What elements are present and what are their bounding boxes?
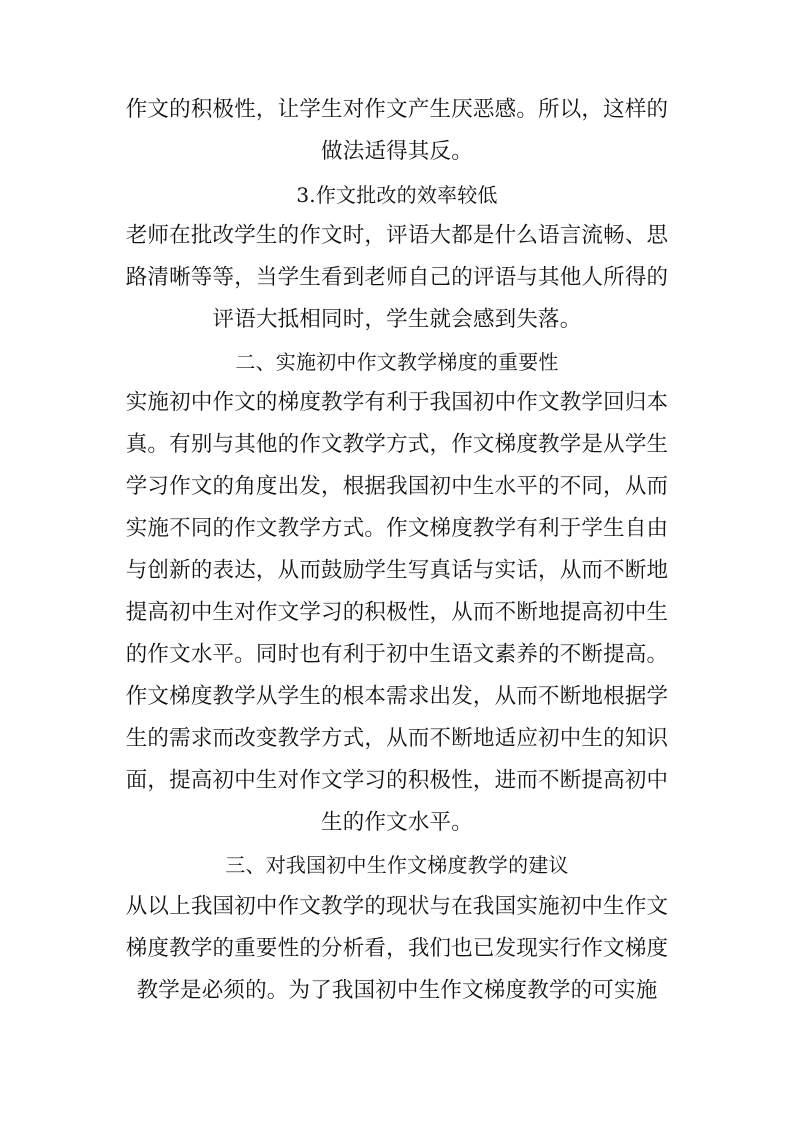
text-line-4: 老师在批改学生的作文时，评语大都是什么语言流畅、思 bbox=[125, 223, 669, 248]
text-line-21: 梯度教学的重要性的分析看，我们也已发现实行作文梯度 bbox=[125, 936, 669, 961]
section-heading-2: 二、实施初中作文教学梯度的重要性 bbox=[235, 350, 559, 374]
text-line-12: 与创新的表达，从而鼓励学生写真话与实话，从而不断地 bbox=[125, 558, 669, 583]
text-line-5: 路清晰等等，当学生看到老师自己的评语与其他人所得的 bbox=[125, 265, 669, 290]
subheading-3: 3.作文批改的效率较低 bbox=[296, 183, 498, 207]
text-line-11: 实施不同的作文教学方式。作文梯度教学有利于学生自由 bbox=[125, 516, 669, 541]
text-line-20: 从以上我国初中作文教学的现状与在我国实施初中生作文 bbox=[125, 894, 669, 919]
text-line-16: 生的需求而改变教学方式，从而不断地适应初中生的知识 bbox=[125, 726, 669, 751]
text-line-13: 提高初中生对作文学习的积极性，从而不断地提高初中生 bbox=[125, 600, 669, 625]
text-line-14: 的作文水平。同时也有利于初中生语文素养的不断提高。 bbox=[125, 642, 669, 667]
text-line-2: 做法适得其反。 bbox=[321, 139, 473, 164]
text-line-18: 生的作文水平。 bbox=[321, 810, 473, 835]
text-line-1: 作文的积极性，让学生对作文产生厌恶感。所以，这样的 bbox=[125, 97, 669, 122]
text-line-8: 实施初中作文的梯度教学有利于我国初中作文教学回归本 bbox=[125, 390, 669, 415]
section-heading-3: 三、对我国初中生作文梯度教学的建议 bbox=[225, 853, 569, 877]
text-line-22: 教学是必须的。为了我国初中生作文梯度教学的可实施 bbox=[136, 978, 658, 1003]
text-line-9: 真。有别与其他的作文教学方式，作文梯度教学是从学生 bbox=[125, 432, 669, 457]
text-line-6: 评语大抵相同时，学生就会感到失落。 bbox=[212, 307, 582, 332]
text-line-15: 作文梯度教学从学生的根本需求出发，从而不断地根据学 bbox=[125, 684, 669, 709]
text-line-17: 面，提高初中生对作文学习的积极性，进而不断提高初中 bbox=[125, 768, 669, 793]
text-line-10: 学习作文的角度出发，根据我国初中生水平的不同，从而 bbox=[125, 474, 669, 499]
